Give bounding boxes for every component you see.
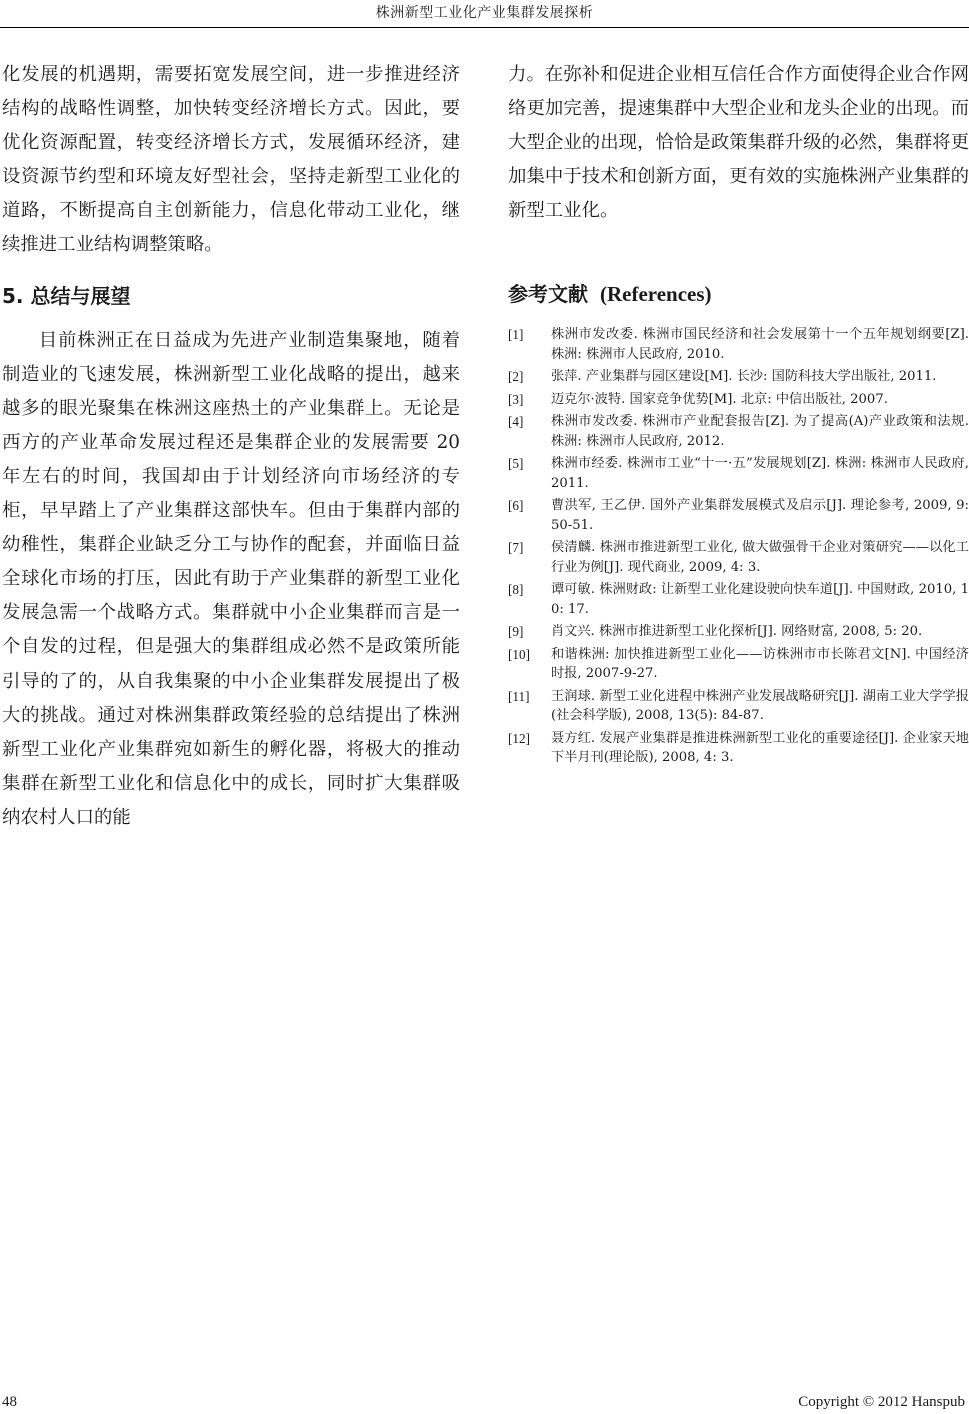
reference-number: [4] [508, 414, 524, 430]
reference-item [508, 538, 969, 577]
header-divider [0, 27, 969, 28]
reference-number: [2] [508, 369, 524, 385]
page-number: 48 [2, 1394, 17, 1410]
reference-item [508, 454, 969, 493]
reference-number: [5] [508, 456, 524, 472]
reference-item [508, 622, 969, 642]
reference-text: 和谐株洲: 加快推进新型工业化——访株洲市市长陈君文[N]. 中国经济时报, 2007-9-27. [551, 646, 969, 682]
reference-item [508, 687, 969, 726]
reference-text: 侯清麟. 株洲市推进新型工业化, 做大做强骨干企业对策研究——以化工行业为例[J]. 现代商业, 2009, 4: 3. [551, 540, 969, 575]
reference-number: [3] [508, 391, 524, 407]
reference-item [508, 325, 969, 364]
reference-number: [1] [508, 327, 524, 343]
reference-item [508, 729, 969, 768]
reference-list [508, 325, 969, 768]
reference-text: 张萍. 产业集群与园区建设[M]. 长沙: 国防科技大学出版社, 2011. [551, 369, 937, 385]
reference-number: [8] [508, 582, 524, 598]
reference-item [508, 390, 969, 410]
reference-item [508, 367, 969, 387]
reference-text: 株洲市经委. 株洲市工业“十一·五”发展规划[Z]. 株洲: 株洲市人民政府, 2011. [551, 456, 969, 491]
reference-text: 聂方红. 发展产业集群是推进株洲新型工业化的重要途径[J]. 企业家天地下半月刊(理论版), 2008, 4: 3. [551, 730, 969, 766]
reference-text: 株洲市发改委. 株洲市产业配套报告[Z]. 为了提高(A)产业政策和法规. 株洲: 株洲市人民政府, 2012. [551, 414, 969, 449]
reference-item [508, 412, 969, 451]
copyright-notice: Copyright © 2012 Hanspub [798, 1394, 965, 1410]
left-column [2, 58, 460, 835]
reference-text: 株洲市发改委. 株洲市国民经济和社会发展第十一个五年规划纲要[Z]. 株洲: 株洲市人民政府, 2010. [551, 327, 969, 362]
reference-item [508, 645, 969, 684]
reference-number: [10] [508, 646, 530, 662]
reference-text: 王润球. 新型工业化进程中株洲产业发展战略研究[J]. 湖南工业大学学报(社会科学版), 2008, 13(5): 84-87. [551, 688, 969, 724]
section-paragraph: 目前株洲正在日益成为先进产业制造集聚地，随着制造业的飞速发展，株洲新型工业化战略的提出，越来越多的眼光聚集在株洲这座热土的产业集群上。无论是西方的产业革命发展过程还是集群企业的发展需要 20 年左右的时间，我国却由于计划经济向市场经济的专柜，早早踏上了产业集群这部快车。但由于集群内部的幼稚性，集群企业缺乏分工与协作的配套，并面临日益全球化市场的打压，因此有助于产业集群的新型工业化发展急需一个战略方式。集群就中小企业集群而言是一个自发的过程，但是强大的集群组成必然不是政策所能引导的了的，从自我集聚的中小企业集群发展提出了极大的挑战。通过对株洲集群政策经验的总结提出了株洲新型工业化产业集群宛如新生的孵化器，将极大的推动集群在新型工业化和信息化中的成长，同时扩大集群吸纳农村人口的能 [2, 329, 460, 828]
reference-number: [12] [508, 730, 530, 746]
reference-item [508, 496, 969, 535]
continuation-paragraph: 力。在弥补和促进企业相互信任合作方面使得企业合作网络更加完善，提速集群中大型企业和龙头企业的出现。而大型企业的出现，恰恰是政策集群升级的必然，集群将更加集中于技术和创新方面，更有效的实施株洲产业集群的新型工业化。 [508, 64, 969, 222]
running-header: 株洲新型工业化产业集群发展探析 [375, 5, 594, 21]
reference-text: 肖文兴. 株洲市推进新型工业化探析[J]. 网络财富, 2008, 5: 20. [551, 624, 923, 640]
reference-text: 迈克尔·波特. 国家竞争优势[M]. 北京: 中信出版社, 2007. [551, 391, 888, 407]
reference-number: [11] [508, 688, 530, 704]
reference-number: [6] [508, 498, 524, 514]
intro-paragraph: 化发展的机遇期，需要拓宽发展空间，进一步推进经济结构的战略性调整，加快转变经济增长方式。因此，要优化资源配置，转变经济增长方式，发展循环经济，建设资源节约型和环境友好型社会，坚持走新型工业化的道路，不断提高自主创新能力，信息化带动工业化，继续推进工业结构调整策略。 [2, 64, 460, 256]
reference-number: [7] [508, 540, 524, 556]
reference-number: [9] [508, 624, 524, 640]
right-column [508, 58, 969, 771]
section-heading: 5. 总结与展望 [2, 283, 131, 308]
reference-text: 曹洪军, 王乙伊. 国外产业集群发展模式及启示[J]. 理论参考, 2009, 9: 50-51. [551, 498, 969, 533]
reference-item [508, 580, 969, 619]
references-heading-en: (References) [600, 282, 712, 307]
references-heading-cn: 参考文献 [508, 282, 588, 307]
reference-text: 谭可敏. 株洲财政: 让新型工业化建设驶向快车道[J]. 中国财政, 2010, 10: 17. [551, 582, 969, 617]
references-heading [508, 280, 969, 308]
